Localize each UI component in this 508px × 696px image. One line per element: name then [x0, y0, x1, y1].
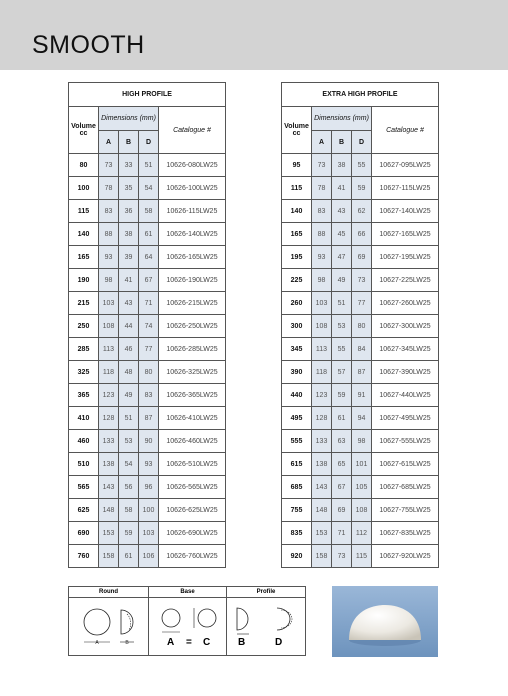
table-row [69, 246, 226, 269]
dim-a-cell: 128 [99, 407, 119, 430]
dim-a-cell: 143 [312, 476, 332, 499]
table-row [282, 315, 439, 338]
dim-a-cell: 78 [312, 177, 332, 200]
dim-a-cell: 133 [99, 430, 119, 453]
dim-b-cell: 48 [119, 361, 139, 384]
col-d-header: D [139, 131, 159, 154]
table-row [69, 499, 226, 522]
dim-b-cell: 43 [119, 292, 139, 315]
dim-b-cell: 41 [332, 177, 352, 200]
dim-b-cell: 45 [332, 223, 352, 246]
dim-a-cell: 93 [99, 246, 119, 269]
catalogue-cell: 10627-615LW25 [372, 453, 439, 476]
dim-d-cell: 91 [352, 384, 372, 407]
dim-a-cell: 108 [99, 315, 119, 338]
product-photo [332, 586, 438, 657]
volume-cell: 755 [282, 499, 312, 522]
table-row [282, 177, 439, 200]
catalogue-cell: 10626-760LW25 [159, 545, 226, 568]
catalogue-cell: 10627-095LW25 [372, 154, 439, 177]
catalogue-cell: 10626-690LW25 [159, 522, 226, 545]
volume-cell: 555 [282, 430, 312, 453]
table-row [282, 453, 439, 476]
dim-b-cell: 61 [119, 545, 139, 568]
dim-a-cell: 148 [312, 499, 332, 522]
dim-a-cell: 98 [99, 269, 119, 292]
dim-b-cell: 58 [119, 499, 139, 522]
dim-b-cell: 51 [332, 292, 352, 315]
dim-b-cell: 38 [332, 154, 352, 177]
volume-cell: 140 [69, 223, 99, 246]
dim-d-cell: 87 [139, 407, 159, 430]
col-b-header: B [119, 131, 139, 154]
volume-cell: 325 [69, 361, 99, 384]
base-a-label: A [167, 637, 175, 648]
dim-b-cell: 35 [119, 177, 139, 200]
dim-d-cell: 77 [139, 338, 159, 361]
table-row [282, 338, 439, 361]
volume-cell: 195 [282, 246, 312, 269]
dim-a-cell: 138 [312, 453, 332, 476]
volume-cell: 835 [282, 522, 312, 545]
legend-base-title: Base [149, 587, 226, 598]
dim-a-cell: 123 [99, 384, 119, 407]
round-diagram-icon [69, 598, 149, 654]
catalogue-cell: 10627-390LW25 [372, 361, 439, 384]
dim-d-cell: 64 [139, 246, 159, 269]
dim-b-cell: 65 [332, 453, 352, 476]
dim-d-cell: 94 [352, 407, 372, 430]
catalogue-cell: 10627-115LW25 [372, 177, 439, 200]
catalogue-cell: 10627-225LW25 [372, 269, 439, 292]
dim-d-cell: 61 [139, 223, 159, 246]
round-b-label: B [125, 640, 129, 646]
dim-b-cell: 71 [332, 522, 352, 545]
catalogue-cell: 10626-115LW25 [159, 200, 226, 223]
table-row [69, 200, 226, 223]
dim-b-cell: 47 [332, 246, 352, 269]
catalogue-cell: 10627-345LW25 [372, 338, 439, 361]
dim-a-cell: 88 [312, 223, 332, 246]
catalogue-cell: 10627-165LW25 [372, 223, 439, 246]
dim-b-cell: 53 [119, 430, 139, 453]
dim-a-cell: 73 [312, 154, 332, 177]
dim-d-cell: 98 [352, 430, 372, 453]
table-row [69, 269, 226, 292]
catalogue-cell: 10626-140LW25 [159, 223, 226, 246]
dim-d-cell: 54 [139, 177, 159, 200]
legend-round [69, 587, 149, 655]
table-row [282, 499, 439, 522]
dim-a-cell: 153 [99, 522, 119, 545]
volume-cell: 760 [69, 545, 99, 568]
table-row [282, 522, 439, 545]
volume-header: Volume cc [69, 107, 99, 154]
dim-d-cell: 74 [139, 315, 159, 338]
volume-cell: 920 [282, 545, 312, 568]
dim-b-cell: 59 [332, 384, 352, 407]
dim-d-cell: 100 [139, 499, 159, 522]
dim-d-cell: 67 [139, 269, 159, 292]
catalogue-cell: 10627-140LW25 [372, 200, 439, 223]
base-equals-label: = [186, 637, 192, 648]
dim-b-cell: 57 [332, 361, 352, 384]
catalogue-cell: 10627-195LW25 [372, 246, 439, 269]
dim-b-cell: 53 [332, 315, 352, 338]
profile-b-label: B [238, 637, 246, 648]
table-row [282, 430, 439, 453]
volume-cell: 345 [282, 338, 312, 361]
dim-b-cell: 44 [119, 315, 139, 338]
dim-d-cell: 66 [352, 223, 372, 246]
dim-a-cell: 153 [312, 522, 332, 545]
dim-b-cell: 43 [332, 200, 352, 223]
volume-cell: 615 [282, 453, 312, 476]
dim-d-cell: 58 [139, 200, 159, 223]
measurement-legend [68, 586, 306, 656]
catalogue-cell: 10626-365LW25 [159, 384, 226, 407]
catalogue-cell: 10626-250LW25 [159, 315, 226, 338]
col-a-header: A [99, 131, 119, 154]
catalogue-cell: 10627-495LW25 [372, 407, 439, 430]
high-profile-table [68, 82, 226, 568]
dim-d-cell: 112 [352, 522, 372, 545]
dim-d-cell: 55 [352, 154, 372, 177]
table-row [69, 315, 226, 338]
volume-cell: 365 [69, 384, 99, 407]
dim-a-cell: 148 [99, 499, 119, 522]
dim-a-cell: 118 [312, 361, 332, 384]
volume-cell: 190 [69, 269, 99, 292]
dim-b-cell: 67 [332, 476, 352, 499]
dim-a-cell: 93 [312, 246, 332, 269]
dim-b-cell: 33 [119, 154, 139, 177]
dim-b-cell: 39 [119, 246, 139, 269]
dim-a-cell: 83 [312, 200, 332, 223]
catalogue-cell: 10626-190LW25 [159, 269, 226, 292]
dim-a-cell: 158 [99, 545, 119, 568]
page-title: SMOOTH [32, 31, 145, 59]
dim-b-cell: 56 [119, 476, 139, 499]
table-row [69, 177, 226, 200]
dim-b-cell: 46 [119, 338, 139, 361]
legend-base [149, 587, 227, 655]
legend-profile [227, 587, 305, 655]
dim-d-cell: 103 [139, 522, 159, 545]
catalogue-cell: 10626-080LW25 [159, 154, 226, 177]
dim-a-cell: 128 [312, 407, 332, 430]
round-a-label: A [95, 640, 99, 646]
catalogue-cell: 10626-460LW25 [159, 430, 226, 453]
dim-b-cell: 73 [332, 545, 352, 568]
catalogue-header: Catalogue # [159, 107, 226, 154]
dim-d-cell: 84 [352, 338, 372, 361]
dim-a-cell: 138 [99, 453, 119, 476]
dim-a-cell: 98 [312, 269, 332, 292]
col-d-header: D [352, 131, 372, 154]
table-row [69, 407, 226, 430]
dim-d-cell: 87 [352, 361, 372, 384]
catalogue-cell: 10627-920LW25 [372, 545, 439, 568]
dim-a-cell: 103 [312, 292, 332, 315]
volume-cell: 390 [282, 361, 312, 384]
volume-cell: 260 [282, 292, 312, 315]
volume-cell: 140 [282, 200, 312, 223]
table-row [69, 430, 226, 453]
table-row [282, 361, 439, 384]
dim-a-cell: 108 [312, 315, 332, 338]
catalogue-cell: 10626-565LW25 [159, 476, 226, 499]
volume-cell: 495 [282, 407, 312, 430]
dim-b-cell: 51 [119, 407, 139, 430]
dim-d-cell: 59 [352, 177, 372, 200]
dim-a-cell: 158 [312, 545, 332, 568]
catalogue-cell: 10627-440LW25 [372, 384, 439, 407]
volume-cell: 100 [69, 177, 99, 200]
dim-b-cell: 55 [332, 338, 352, 361]
table-row [69, 545, 226, 568]
volume-cell: 565 [69, 476, 99, 499]
dim-a-cell: 133 [312, 430, 332, 453]
dim-a-cell: 83 [99, 200, 119, 223]
dimensions-header: Dimensions (mm) [312, 107, 372, 131]
table-row [69, 453, 226, 476]
col-a-header: A [312, 131, 332, 154]
dim-b-cell: 41 [119, 269, 139, 292]
catalogue-cell: 10627-555LW25 [372, 430, 439, 453]
table-row [282, 407, 439, 430]
catalogue-cell: 10626-325LW25 [159, 361, 226, 384]
volume-cell: 625 [69, 499, 99, 522]
volume-cell: 225 [282, 269, 312, 292]
table-row [69, 292, 226, 315]
volume-cell: 115 [69, 200, 99, 223]
table-row [282, 476, 439, 499]
volume-cell: 300 [282, 315, 312, 338]
catalogue-cell: 10626-165LW25 [159, 246, 226, 269]
dim-d-cell: 115 [352, 545, 372, 568]
dim-b-cell: 36 [119, 200, 139, 223]
volume-cell: 215 [69, 292, 99, 315]
dim-d-cell: 69 [352, 246, 372, 269]
catalogue-cell: 10626-215LW25 [159, 292, 226, 315]
volume-cell: 410 [69, 407, 99, 430]
table-row [282, 246, 439, 269]
dimensions-header: Dimensions (mm) [99, 107, 159, 131]
catalogue-cell: 10627-260LW25 [372, 292, 439, 315]
dim-d-cell: 96 [139, 476, 159, 499]
dim-b-cell: 54 [119, 453, 139, 476]
dim-d-cell: 80 [352, 315, 372, 338]
dim-d-cell: 77 [352, 292, 372, 315]
dim-b-cell: 63 [332, 430, 352, 453]
dim-b-cell: 69 [332, 499, 352, 522]
dim-a-cell: 113 [99, 338, 119, 361]
dim-d-cell: 90 [139, 430, 159, 453]
dim-b-cell: 61 [332, 407, 352, 430]
table-row [69, 338, 226, 361]
dim-d-cell: 108 [352, 499, 372, 522]
dim-b-cell: 49 [332, 269, 352, 292]
extra-high-profile-table [281, 82, 439, 568]
dim-a-cell: 113 [312, 338, 332, 361]
volume-cell: 285 [69, 338, 99, 361]
table-row [69, 361, 226, 384]
dim-d-cell: 106 [139, 545, 159, 568]
table-row [282, 223, 439, 246]
dim-d-cell: 83 [139, 384, 159, 407]
dim-d-cell: 71 [139, 292, 159, 315]
table-row [282, 200, 439, 223]
catalogue-cell: 10626-100LW25 [159, 177, 226, 200]
volume-cell: 685 [282, 476, 312, 499]
table-row [282, 545, 439, 568]
volume-cell: 440 [282, 384, 312, 407]
catalogue-cell: 10627-755LW25 [372, 499, 439, 522]
profile-d-label: D [275, 637, 283, 648]
table-row [69, 476, 226, 499]
dim-d-cell: 51 [139, 154, 159, 177]
dim-d-cell: 105 [352, 476, 372, 499]
base-c-label: C [203, 637, 211, 648]
volume-cell: 115 [282, 177, 312, 200]
volume-cell: 510 [69, 453, 99, 476]
dim-a-cell: 123 [312, 384, 332, 407]
dim-d-cell: 80 [139, 361, 159, 384]
volume-cell: 690 [69, 522, 99, 545]
catalogue-header: Catalogue # [372, 107, 439, 154]
dim-a-cell: 118 [99, 361, 119, 384]
table-row [282, 292, 439, 315]
title-banner [0, 0, 508, 70]
catalogue-cell: 10626-285LW25 [159, 338, 226, 361]
table-row [282, 154, 439, 177]
dim-a-cell: 73 [99, 154, 119, 177]
dim-d-cell: 62 [352, 200, 372, 223]
dim-d-cell: 93 [139, 453, 159, 476]
implant-image [332, 586, 438, 657]
table-title: HIGH PROFILE [69, 83, 226, 107]
volume-cell: 80 [69, 154, 99, 177]
dim-b-cell: 38 [119, 223, 139, 246]
table-row [69, 522, 226, 545]
catalogue-cell: 10626-410LW25 [159, 407, 226, 430]
catalogue-cell: 10626-625LW25 [159, 499, 226, 522]
dim-a-cell: 103 [99, 292, 119, 315]
legend-profile-title: Profile [227, 587, 305, 598]
dim-a-cell: 78 [99, 177, 119, 200]
volume-header: Volume cc [282, 107, 312, 154]
volume-cell: 250 [69, 315, 99, 338]
table-row [69, 154, 226, 177]
dim-a-cell: 143 [99, 476, 119, 499]
catalogue-cell: 10627-685LW25 [372, 476, 439, 499]
dim-d-cell: 73 [352, 269, 372, 292]
table-row [282, 269, 439, 292]
dim-b-cell: 59 [119, 522, 139, 545]
catalogue-cell: 10626-510LW25 [159, 453, 226, 476]
legend-round-title: Round [69, 587, 148, 598]
table-row [282, 384, 439, 407]
volume-cell: 165 [69, 246, 99, 269]
catalogue-cell: 10627-300LW25 [372, 315, 439, 338]
catalogue-cell: 10627-835LW25 [372, 522, 439, 545]
volume-cell: 95 [282, 154, 312, 177]
table-title: EXTRA HIGH PROFILE [282, 83, 439, 107]
volume-cell: 460 [69, 430, 99, 453]
dim-a-cell: 88 [99, 223, 119, 246]
dim-b-cell: 49 [119, 384, 139, 407]
dim-d-cell: 101 [352, 453, 372, 476]
col-b-header: B [332, 131, 352, 154]
volume-cell: 165 [282, 223, 312, 246]
table-row [69, 223, 226, 246]
table-row [69, 384, 226, 407]
